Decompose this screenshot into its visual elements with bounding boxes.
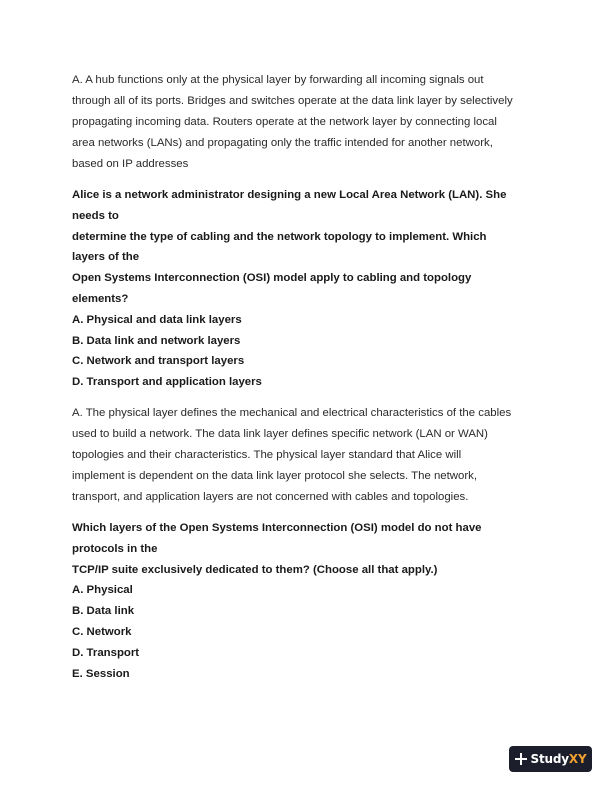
logo-text-main: Study — [530, 752, 569, 766]
text-line: used to build a network. The data link layer defines specific network (LAN or WAN) — [72, 427, 488, 440]
spacer — [72, 508, 544, 518]
answer-explanation-1 — [72, 70, 544, 175]
question-line: Which layers of the Open Systems Interconnection (OSI) model do not have — [72, 521, 482, 534]
question-line: determine the type of cabling and the network topology to implement. Which — [72, 230, 487, 243]
text-line: through all of its ports. Bridges and switches operate at the data link layer by selectively — [72, 95, 513, 107]
question-2 — [72, 518, 544, 580]
question-line: TCP/IP suite exclusively dedicated to them? (Choose all that apply.) — [72, 563, 438, 576]
spacer — [72, 175, 544, 185]
question-line: protocols in the — [72, 542, 158, 555]
plus-icon — [515, 753, 527, 765]
text-line: A. A hub functions only at the physical layer by forwarding all incoming signals out — [72, 74, 484, 86]
option-c: C. Network and transport layers — [72, 355, 245, 368]
question-line: Alice is a network administrator designing a new Local Area Network (LAN). She — [72, 189, 507, 201]
question-line: layers of the — [72, 251, 140, 264]
option-a: A. Physical — [72, 584, 133, 597]
option-a: A. Physical and data link layers — [72, 313, 242, 326]
text-line: A. The physical layer defines the mechanical and electrical characteristics of the cables — [72, 406, 512, 419]
option-b: B. Data link — [72, 605, 135, 618]
option-d: D. Transport and application layers — [72, 376, 262, 389]
text-line: transport, and application layers are not concerned with cables and topologies. — [72, 490, 469, 503]
question-line: elements? — [72, 292, 129, 305]
logo-text — [531, 752, 587, 766]
question-line: Open Systems Interconnection (OSI) model apply to cabling and topology — [72, 272, 472, 285]
answer-explanation-2 — [72, 403, 544, 508]
spacer — [72, 393, 544, 403]
question-2-options — [72, 580, 544, 684]
text-line: topologies and their characteristics. The physical layer standard that Alice will — [72, 448, 462, 461]
text-line: area networks (LANs) and propagating only the traffic intended for another network, — [72, 137, 493, 149]
document-page — [72, 70, 544, 684]
option-b: B. Data link and network layers — [72, 334, 241, 347]
text-line: propagating incoming data. Routers operate at the network layer by connecting local — [72, 116, 497, 128]
option-e: E. Session — [72, 667, 130, 680]
logo-text-accent: XY — [568, 752, 587, 766]
question-line: needs to — [72, 209, 119, 222]
question-1-options — [72, 310, 544, 393]
text-line: based on IP addresses — [72, 158, 189, 170]
option-c: C. Network — [72, 625, 132, 638]
option-d: D. Transport — [72, 646, 140, 659]
studyxy-logo[interactable] — [509, 746, 592, 772]
question-1 — [72, 185, 544, 310]
text-line: implement is dependent on the data link layer protocol she selects. The network, — [72, 469, 478, 482]
